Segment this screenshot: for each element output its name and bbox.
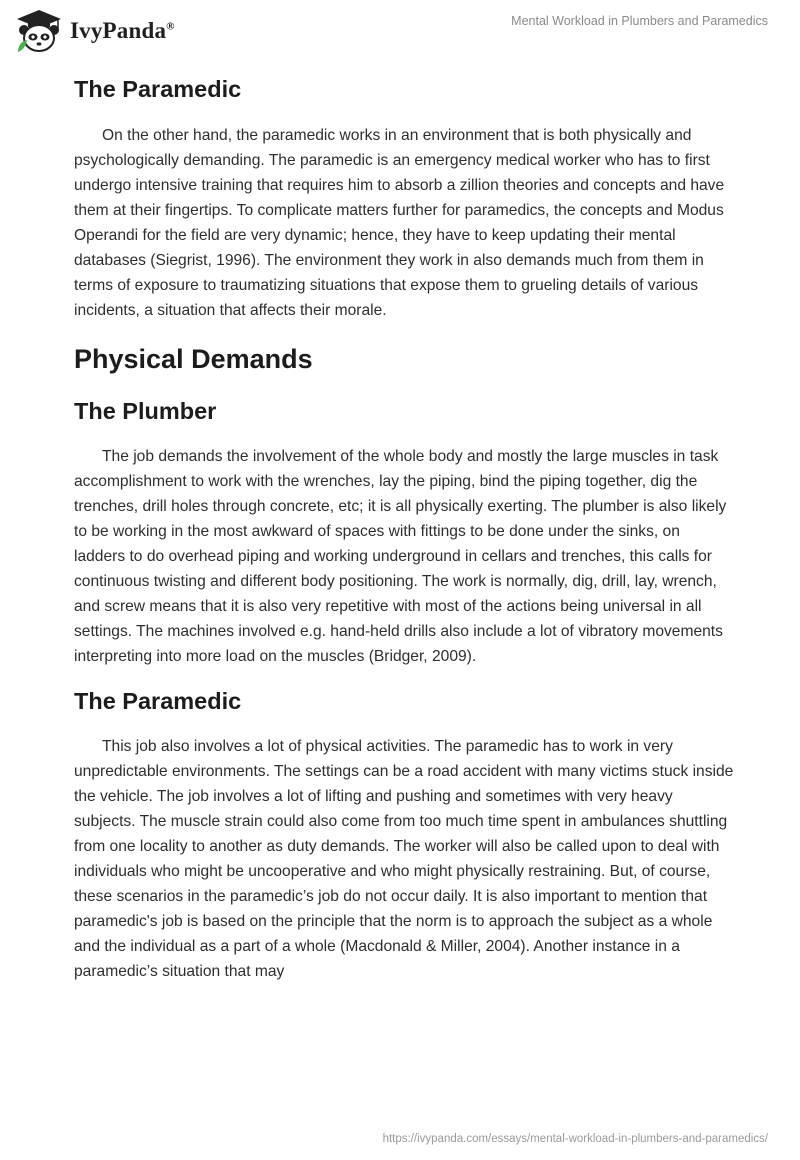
section-heading-physical-demands: Physical Demands	[74, 344, 313, 374]
paragraph-paramedic-mental: On the other hand, the paramedic works in an environment that is both physically and psychologically demanding. The paramedic is an emergency medical worker who has to first undergo intensive training that requires him to absorb a zillion theories and concepts and have them at their fingertips. To complicate matters further for paramedics, the concepts and Modus Operandi for the field are very dynamic; hence, they have to keep updating their mental databases (Siegrist, 1996). The environment they work in also demands much from them in terms of exposure to traumatizing situations that expose them to grueling details of various incidents, a situation that affects their morale.	[74, 127, 725, 319]
logo-text: IvyPanda®	[70, 18, 175, 43]
paragraph-paramedic-physical: This job also involves a lot of physical activities. The paramedic has to work in very unpredictable environments. The settings can be a road accident with many victims stuck inside the vehicle. The job involves a lot of lifting and pushing and sometimes with very heavy subjects. The muscle strain could also come from too much time spent in ambulances shuttling from one locality to another as duty demands. The worker will also be called upon to deal with individuals who might be uncooperative and who might physically restraining. But, of course, these scenarios in the paramedic’s job do not occur daily. It is also important to mention that paramedic's job is based on the principle that the norm is to approach the subject as a whole and the individual as a part of a whole (Macdonald & Miller, 2004). Another instance in a paramedic’s situation that may	[74, 738, 734, 980]
panda-logo-icon	[14, 8, 64, 54]
section-heading-paramedic-physical: The Paramedic	[74, 688, 242, 714]
document-title: Mental Workload in Plumbers and Paramedics	[511, 14, 768, 28]
section-heading-paramedic: The Paramedic	[74, 76, 242, 102]
source-url[interactable]: https://ivypanda.com/essays/mental-workload-in-plumbers-and-paramedics/	[382, 1133, 768, 1145]
page-header	[0, 0, 800, 60]
paragraph-plumber-physical: The job demands the involvement of the whole body and mostly the large muscles in task accomplishment to work with the wrenches, lay the piping, bind the piping together, dig the trenches, drill holes through concrete, etc; it is all physically exerting. The plumber is also likely to be working in the most awkward of spaces with fittings to be done under the sinks, on ladders to do overhead piping and working underground in cellars and trenches, this calls for continuous twisting and different body positioning. The work is normally, dig, drill, lay, wrench, and screw means that it is also very repetitive with most of the actions being universal in all settings. The machines involved e.g. hand-held drills also include a lot of vibratory movements interpreting into more load on the muscles (Bridger, 2009).	[74, 448, 727, 665]
logo[interactable]	[14, 8, 175, 54]
section-heading-plumber: The Plumber	[74, 398, 217, 424]
article-body	[74, 60, 734, 984]
